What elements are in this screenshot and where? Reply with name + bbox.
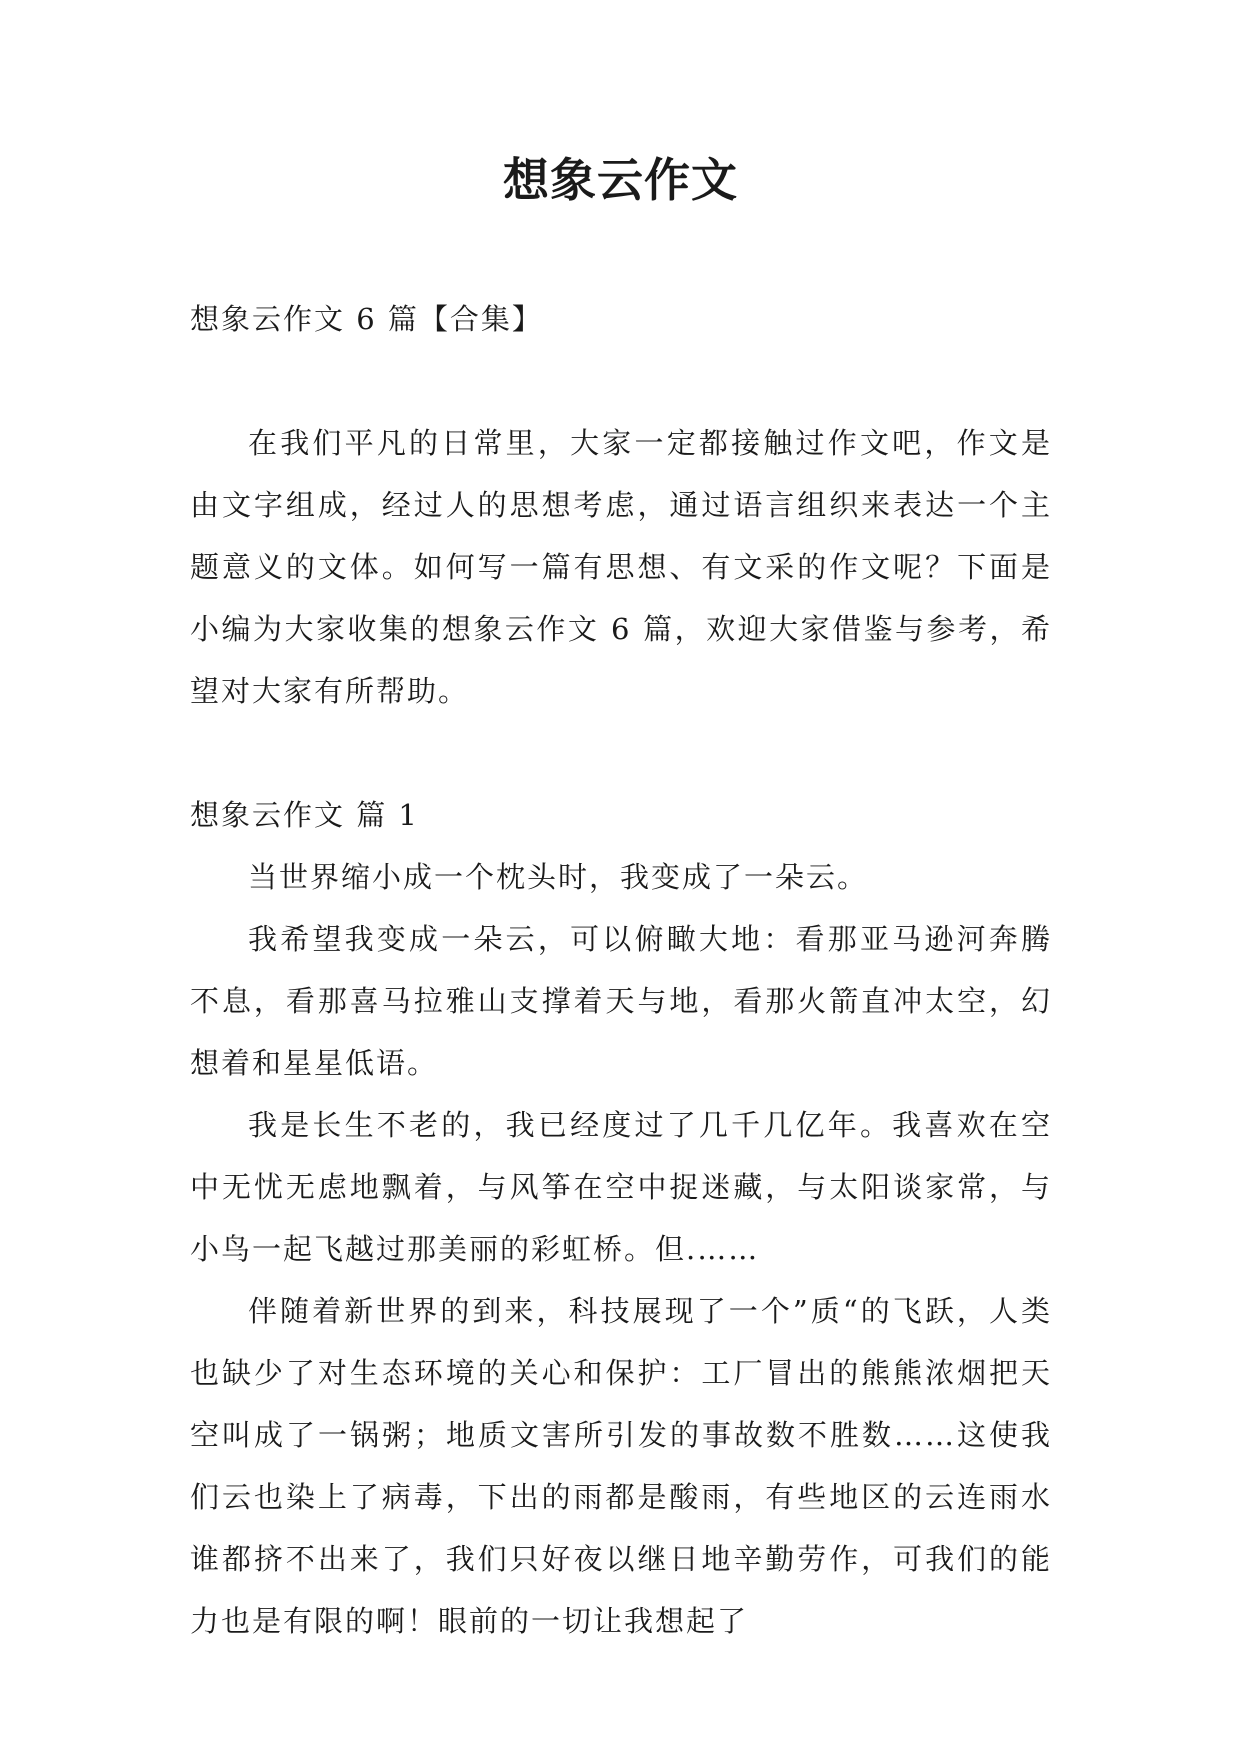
body-paragraph: 我是长生不老的，我已经度过了几千几亿年。我喜欢在空中无忧无虑地飘着，与风筝在空中捉迷藏，与太阳谈家常，与小鸟一起飞越过那美丽的彩虹桥。但.……: [190, 1108, 1052, 1266]
document-subtitle: 想象云作文 6 篇【合集】: [190, 302, 543, 336]
section-heading: 想象云作文 篇 1: [190, 798, 419, 832]
document-body: [190, 288, 1052, 1652]
body-paragraph: 伴随着新世界的到来，科技展现了一个”质“的飞跃，人类也缺少了对生态环境的关心和保护：工厂冒出的熊熊浓烟把天空叫成了一锅粥；地质文害所引发的事故数不胜数……这使我们云也染上了病毒，下出的雨都是酸雨，有些地区的云连雨水谁都挤不出来了，我们只好夜以继日地辛勤劳作，可我们的能力也是有限的啊！眼前的一切让我想起了: [190, 1294, 1052, 1638]
body-paragraph: 我希望我变成一朵云，可以俯瞰大地：看那亚马逊河奔腾不息，看那喜马拉雅山支撑着天与地，看那火箭直冲太空，幻想着和星星低语。: [190, 922, 1052, 1080]
intro-paragraph: 在我们平凡的日常里，大家一定都接触过作文吧，作文是由文字组成，经过人的思想考虑，通过语言组织来表达一个主题意义的文体。如何写一篇有思想、有文采的作文呢？下面是小编为大家收集的想象云作文 6 篇，欢迎大家借鉴与参考，希望对大家有所帮助。: [190, 426, 1052, 708]
body-paragraph: 当世界缩小成一个枕头时，我变成了一朵云。: [248, 860, 869, 894]
document-title: 想象云作文: [503, 153, 738, 207]
